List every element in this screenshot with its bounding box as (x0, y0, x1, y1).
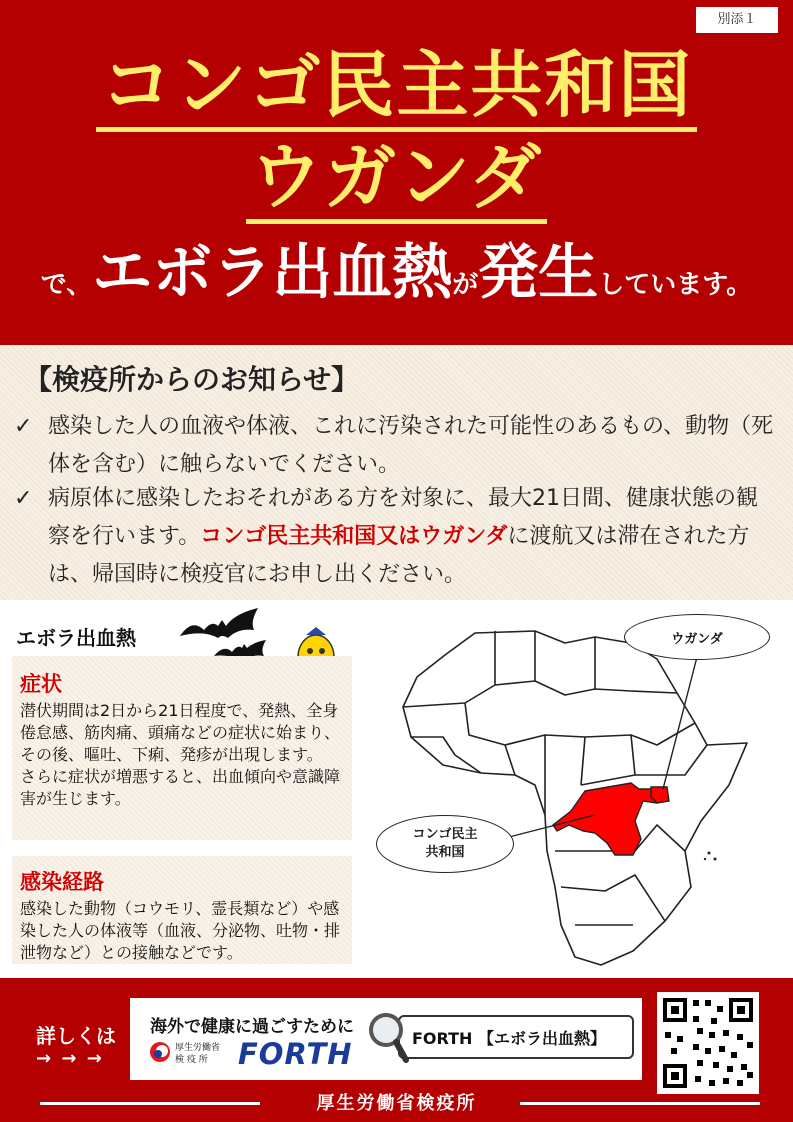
route-box (12, 856, 352, 964)
subtitle: で、エボラ出血熱が発生しています。 (40, 238, 753, 308)
notice-title: 【検疫所からのお知らせ】 (24, 363, 360, 396)
notice-bullet-2: ✓ 病原体に感染したおそれがある方を対象に、最大21日間、健康状態の観察を行います。コンゴ民主共和国又はウガンダに渡航又は滞在された方は、帰国時に検疫官にお申し出ください。 (14, 480, 774, 594)
symptoms-text-2: さらに症状が増悪すると、出血傾向や意識障害が生じます。 (20, 767, 341, 808)
check-icon: ✓ (14, 486, 33, 511)
magnifier-icon (366, 1010, 412, 1066)
africa-map (395, 625, 765, 970)
qr-code[interactable] (657, 992, 759, 1094)
mhlw-logo-icon (148, 1040, 172, 1064)
search-box[interactable]: FORTH 【エボラ出血熱】 (398, 1015, 634, 1059)
qr-code-icon (657, 992, 759, 1094)
notice-bullet-1: ✓ 感染した人の血液や体液、これに汚染された可能性のあるもの、動物（死体を含む）に触らないでください。 (14, 408, 774, 484)
forth-logo: FORTH (238, 1037, 353, 1071)
more-info-label: 詳しくは (36, 1024, 116, 1048)
title-uganda: ウガンダ (0, 132, 793, 222)
title-drc: コンゴ民主共和国 (0, 40, 793, 130)
drc-callout: コンゴ民主 共和国 (376, 815, 514, 873)
highlight-countries: コンゴ民主共和国又はウガンダ (200, 524, 508, 549)
mhlw-label: 厚生労働省 検 疫 所 (175, 1043, 221, 1065)
forth-tagline: 海外で健康に過ごすために (150, 1017, 354, 1037)
symptoms-box (12, 656, 352, 840)
ebola-label: エボラ出血熱 (16, 626, 136, 650)
route-text: 感染した動物（コウモリ、霊長類など）や感染した人の体液等（血液、分泌物、吐物・排泄物など）との接触などです。 (20, 899, 341, 962)
symptoms-heading: 症状 (20, 672, 62, 696)
arrows: → → → (36, 1048, 104, 1069)
uganda-callout: ウガンダ (624, 614, 770, 660)
attachment-tag: 別添１ (696, 7, 778, 33)
uganda-highlight (651, 787, 669, 803)
footer-org-name: 厚生労働省検疫所 (316, 1093, 477, 1114)
route-heading: 感染経路 (20, 870, 104, 894)
symptoms-text: 潜伏期間は2日から21日程度で、発熱、全身倦怠感、筋肉痛、頭痛などの症状に始まり、その後、嘔吐、下痢、発疹が出現します。 (20, 701, 341, 764)
check-icon: ✓ (14, 414, 33, 439)
